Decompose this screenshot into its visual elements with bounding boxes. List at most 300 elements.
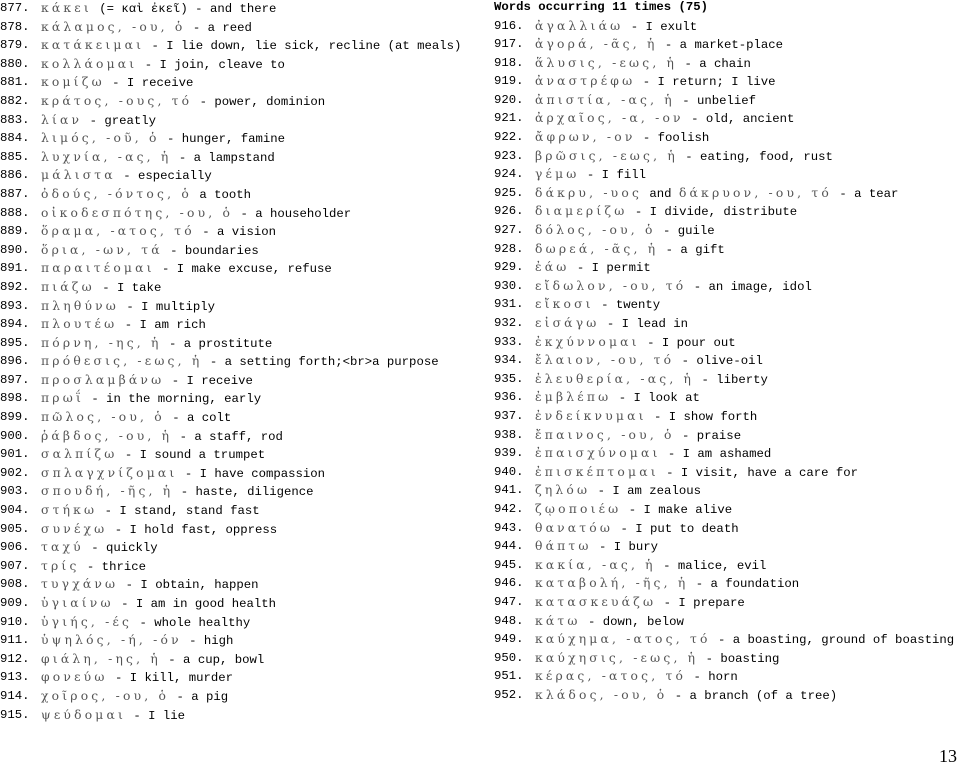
entry-number: 922. — [494, 130, 524, 145]
gloss: - I make excuse, refuse — [154, 262, 332, 277]
greek-word: θανατόω — [535, 520, 614, 535]
greek-word: κομίζω — [41, 75, 105, 90]
vocab-entry — [494, 520, 956, 539]
entry-text — [535, 389, 956, 408]
greek-word: ἀπιστία, -ας, ἡ — [535, 92, 675, 107]
entry-text — [41, 242, 472, 261]
entry-number: 908. — [0, 577, 30, 592]
entry-number: 951. — [494, 669, 524, 684]
greek-word: ἔλαιον, -ου, τό — [535, 353, 675, 368]
gloss: and — [642, 186, 679, 201]
entry-text — [535, 55, 956, 74]
gloss: - I multiply — [119, 299, 215, 314]
entry-text — [41, 539, 472, 558]
section-heading: Words occurring 11 times (75) — [494, 0, 709, 14]
entry-number: 933. — [494, 334, 524, 349]
gloss: - I lie — [126, 708, 186, 723]
vocab-entry — [0, 576, 472, 595]
greek-word: θάπτω — [535, 539, 592, 554]
greek-word: ἐμβλέπω — [535, 390, 612, 405]
entry-text — [535, 36, 956, 55]
vocab-entry — [494, 166, 956, 185]
vocab-entry — [494, 371, 956, 390]
gloss: - I join, cleave to — [137, 57, 285, 72]
entry-text — [535, 557, 956, 576]
entry-number: 914. — [0, 688, 30, 703]
greek-word: ψεύδομαι — [41, 707, 127, 722]
vocab-entry — [0, 372, 472, 391]
entry-number: 893. — [0, 298, 30, 313]
gloss: - a pig — [169, 689, 229, 704]
entry-number: 901. — [0, 447, 30, 462]
gloss: - a gift — [658, 242, 725, 257]
vocab-entry — [0, 0, 472, 19]
vocab-entry — [494, 334, 956, 353]
entry-text — [41, 446, 472, 465]
vocab-entry — [0, 595, 472, 614]
right-column — [494, 0, 956, 705]
entry-text — [41, 576, 472, 595]
vocab-entry — [0, 74, 472, 93]
vocab-entry — [0, 446, 472, 465]
gloss: - I sound a trumpet — [117, 448, 266, 463]
gloss: - horn — [686, 670, 738, 685]
entry-text — [535, 520, 956, 539]
gloss: - a prostitute — [161, 336, 273, 351]
entry-text — [535, 92, 956, 111]
vocab-entry — [0, 37, 472, 56]
vocab-entry — [0, 539, 472, 558]
entry-number: 921. — [494, 111, 524, 126]
entry-number: 945. — [494, 557, 524, 572]
entry-number: 946. — [494, 576, 524, 591]
gloss: - an image, idol — [686, 279, 812, 294]
greek-word: κατάκειμαι — [41, 38, 145, 53]
vocab-entry — [494, 222, 956, 241]
gloss: - quickly — [83, 541, 158, 556]
entry-text — [41, 669, 472, 688]
vocab-entry — [0, 483, 472, 502]
gloss: - I make alive — [621, 502, 733, 517]
entry-text — [535, 148, 956, 167]
entry-text — [41, 316, 472, 335]
greek-word: πόρνη, -ης, ἡ — [41, 335, 162, 350]
greek-word: ζηλόω — [535, 483, 591, 498]
entry-text — [41, 614, 472, 633]
entry-text — [41, 130, 472, 149]
entry-number: 926. — [494, 204, 524, 219]
entry-number: 918. — [494, 55, 524, 70]
vocab-entry — [494, 352, 956, 371]
gloss: - a reed — [185, 20, 252, 35]
entry-number: 929. — [494, 260, 524, 275]
entry-text — [41, 149, 472, 168]
vocab-entry — [0, 428, 472, 447]
greek-word: σπλαγχνίζομαι — [41, 465, 178, 480]
entry-text — [41, 298, 472, 317]
vocab-entry — [494, 185, 956, 204]
gloss: - I exult — [623, 19, 698, 34]
gloss: - eating, food, rust — [677, 149, 833, 164]
vocab-entry — [494, 241, 956, 260]
gloss: - I receive — [164, 373, 253, 388]
gloss: - I lie down, lie sick, recline (at meals) — [144, 39, 462, 54]
entry-number: 898. — [0, 391, 30, 406]
greek-word: δωρεά, -ᾶς, ἡ — [535, 241, 659, 256]
entry-number: 887. — [0, 186, 30, 201]
greek-word: ὀδούς, -όντος, ὁ — [41, 186, 192, 201]
greek-word: δάκρυον, -ου, τό — [678, 185, 833, 200]
gloss: - greatly — [82, 113, 156, 128]
vocab-entry — [0, 112, 472, 131]
greek-word: ταχύ — [41, 540, 84, 555]
gloss: - a householder — [233, 206, 352, 221]
entry-number: 931. — [494, 297, 524, 312]
gloss: - I receive — [104, 76, 194, 91]
entry-text — [535, 482, 956, 501]
entry-text — [41, 372, 472, 391]
entry-text — [41, 186, 472, 205]
entry-number: 904. — [0, 503, 30, 518]
entry-text — [41, 483, 472, 502]
gloss: - twenty — [593, 298, 661, 313]
entry-number: 916. — [494, 18, 524, 33]
entry-text — [535, 631, 956, 650]
greek-word: ἔπαινος, -ου, ὁ — [535, 427, 675, 442]
vocab-entry — [0, 390, 472, 409]
entry-text — [41, 390, 472, 409]
entry-number: 934. — [494, 353, 524, 368]
greek-word: κολλάομαι — [41, 56, 138, 71]
vocab-entry — [494, 296, 956, 315]
entry-text — [535, 687, 956, 706]
entry-text — [41, 223, 472, 242]
entry-number: 892. — [0, 279, 30, 294]
entry-text — [41, 74, 472, 93]
entry-number: 940. — [494, 464, 524, 479]
gloss: - power, dominion — [192, 94, 326, 109]
entry-number: 906. — [0, 540, 30, 555]
gloss: - a chain — [677, 56, 751, 71]
entry-number: 891. — [0, 261, 30, 276]
entry-text — [535, 464, 956, 483]
greek-word: παραιτέομαι — [41, 261, 155, 276]
vocab-entry — [0, 316, 472, 335]
entry-number: 949. — [494, 632, 524, 647]
entry-text — [41, 112, 472, 131]
vocab-entry — [494, 36, 956, 55]
vocab-entry — [494, 389, 956, 408]
entry-text — [535, 278, 956, 297]
entry-number: 882. — [0, 93, 30, 108]
greek-word: ὅρια, -ων, τά — [41, 242, 163, 257]
vocab-entry — [494, 73, 956, 92]
entry-number: 932. — [494, 316, 524, 330]
entry-text — [535, 73, 956, 92]
entry-number: 877. — [0, 1, 30, 15]
vocab-entry — [0, 651, 472, 670]
vocab-entry — [494, 538, 956, 557]
greek-word: ἀρχαῖος, -α, -ον — [535, 111, 684, 126]
entry-text — [535, 334, 956, 353]
entry-number: 939. — [494, 446, 524, 461]
gloss: - a branch (of a tree) — [667, 688, 838, 703]
gloss: - guile — [655, 224, 715, 239]
gloss: - a tear — [832, 186, 899, 201]
greek-word: ἐκχύννομαι — [535, 334, 640, 349]
greek-word: κάκει — [41, 1, 92, 15]
greek-word: ἐλευθερία, -ας, ἡ — [535, 371, 695, 386]
greek-word: ἐπισκέπτομαι — [535, 464, 659, 479]
gloss: - I return; I live — [635, 75, 776, 90]
greek-word: κακία, -ας, ἡ — [535, 557, 656, 572]
greek-word: τυγχάνω — [41, 577, 119, 592]
entry-number: 924. — [494, 167, 524, 182]
vocab-entry — [0, 521, 472, 540]
entry-text — [41, 167, 472, 186]
entry-number: 912. — [0, 651, 30, 666]
vocab-entry — [494, 315, 956, 334]
entry-text — [41, 0, 472, 19]
vocab-entry — [0, 223, 472, 242]
gloss: - I permit — [569, 261, 651, 276]
entry-number: 944. — [494, 539, 524, 554]
entry-text — [41, 595, 472, 614]
greek-word: ἐάω — [535, 260, 570, 275]
vocab-entry — [0, 409, 472, 428]
gloss: - especially — [115, 169, 212, 184]
vocab-entry — [494, 594, 956, 613]
entry-text — [41, 558, 472, 577]
greek-word: εἴκοσι — [535, 297, 594, 312]
greek-word: κατασκευάζω — [535, 594, 657, 609]
entry-number: 952. — [494, 687, 524, 702]
vocab-entry — [494, 148, 956, 167]
greek-word: λιμός, -οῦ, ὁ — [41, 131, 160, 146]
entry-text — [41, 502, 472, 521]
greek-word: ἐνδείκνυμαι — [535, 408, 647, 423]
greek-word: κέρας, -ατος, τό — [535, 669, 687, 684]
entry-text — [41, 707, 472, 726]
entry-text — [535, 538, 956, 557]
vocab-entry — [0, 260, 472, 279]
gloss: - a market-place — [657, 38, 783, 53]
vocab-entry — [0, 130, 472, 149]
greek-word: ῥάβδος, -ου, ἡ — [41, 428, 173, 443]
gloss: - I hold fast, oppress — [107, 522, 278, 537]
entry-text — [535, 129, 956, 148]
greek-word: πλουτέω — [41, 317, 118, 332]
vocab-entry — [0, 186, 472, 205]
gloss: - I look at — [611, 391, 700, 406]
entry-text — [535, 296, 956, 315]
entry-text — [535, 408, 956, 427]
gloss: - liberty — [694, 372, 768, 387]
greek-word: σπουδή, -ῆς, ἡ — [41, 484, 174, 499]
entry-text — [41, 279, 472, 298]
gloss: - I am in good health — [113, 597, 277, 611]
greek-word: καύχησις, -εως, ἡ — [535, 650, 699, 665]
vocab-entry — [494, 110, 956, 129]
greek-word: πρωΐ — [41, 391, 84, 406]
vocab-entry — [494, 668, 956, 687]
entry-number: 938. — [494, 427, 524, 442]
entry-text — [535, 166, 956, 185]
greek-word: μάλιστα — [41, 168, 116, 183]
gloss: - I take — [94, 280, 162, 295]
entry-number: 884. — [0, 131, 30, 146]
entry-text — [535, 110, 956, 129]
gloss: - a staff, rod — [172, 429, 283, 444]
greek-word: εἴδωλον, -ου, τό — [535, 278, 687, 293]
entry-text — [41, 521, 472, 540]
entry-number: 927. — [494, 223, 524, 238]
entry-text — [535, 445, 956, 464]
vocab-entry — [0, 19, 472, 38]
entry-text — [535, 575, 956, 594]
greek-word: καταβολή, -ῆς, ἡ — [535, 576, 689, 591]
greek-word: κλάδος, -ου, ὁ — [535, 687, 668, 702]
gloss: - I divide, distribute — [627, 205, 798, 220]
entry-number: 900. — [0, 428, 30, 443]
vocab-entry — [0, 707, 472, 726]
entry-text — [41, 56, 472, 75]
vocab-entry — [0, 149, 472, 168]
greek-word: βρῶσις, -εως, ἡ — [535, 148, 678, 163]
entry-number: 886. — [0, 168, 30, 183]
vocab-entry — [0, 614, 472, 633]
greek-word: ἐπαισχύνομαι — [535, 446, 661, 461]
entry-text — [535, 501, 956, 520]
vocab-entry — [0, 465, 472, 484]
entry-text — [41, 409, 472, 428]
entry-number: 915. — [0, 707, 30, 722]
gloss: - malice, evil — [655, 558, 767, 573]
vocab-entry — [0, 632, 472, 651]
greek-word: ὅραμα, -ατος, τό — [41, 224, 195, 239]
entry-number: 942. — [494, 501, 524, 516]
entry-text — [41, 688, 472, 707]
entry-number: 947. — [494, 594, 524, 609]
vocab-entry — [0, 242, 472, 261]
entry-text — [535, 259, 956, 278]
vocab-entry — [0, 298, 472, 317]
greek-word: στήκω — [41, 503, 98, 518]
greek-word: ὑψηλός, -ή, -όν — [41, 633, 182, 648]
entry-text — [535, 203, 956, 222]
entry-number: 895. — [0, 335, 30, 350]
vocab-entry — [0, 688, 472, 707]
entry-number: 919. — [494, 74, 524, 89]
entry-number: 937. — [494, 408, 524, 423]
greek-word: ἀγορά, -ᾶς, ἡ — [535, 37, 658, 52]
greek-word: ζῳοποιέω — [535, 501, 622, 516]
greek-word: ἄφρων, -ον — [535, 130, 636, 145]
greek-word: ὑγιαίνω — [41, 596, 114, 610]
entry-number: 911. — [0, 633, 30, 648]
greek-word: λυχνία, -ας, ἡ — [41, 149, 172, 164]
entry-number: 899. — [0, 410, 30, 425]
gloss: - a lampstand — [171, 150, 275, 165]
gloss: - high — [181, 634, 234, 649]
entry-number: 910. — [0, 614, 30, 629]
gloss: - a vision — [194, 225, 277, 240]
gloss: - I visit, have a care for — [658, 465, 859, 480]
page-number: 13 — [939, 746, 957, 766]
vocab-entry — [494, 55, 956, 74]
greek-word: διαμερίζω — [535, 204, 628, 219]
greek-word: λίαν — [41, 112, 83, 127]
entry-text — [535, 241, 956, 260]
gloss: a tooth — [191, 187, 251, 202]
greek-word: εἰσάγω — [535, 316, 600, 330]
entry-text — [41, 651, 472, 670]
gloss: - I stand, stand fast — [97, 504, 260, 519]
greek-word: φονεύω — [41, 670, 108, 685]
entry-number: 879. — [0, 38, 30, 53]
vocab-entry — [494, 464, 956, 483]
entry-text — [41, 335, 472, 354]
entry-text — [41, 428, 472, 447]
vocab-entry — [0, 558, 472, 577]
entry-number: 935. — [494, 371, 524, 386]
vocab-entry — [0, 335, 472, 354]
greek-word: γέμω — [535, 167, 580, 182]
gloss: - I bury — [591, 540, 659, 555]
gloss: - in the morning, early — [83, 392, 262, 407]
greek-word: ἅλυσις, -εως, ἡ — [535, 55, 678, 70]
vocab-entry — [494, 203, 956, 222]
entry-number: 948. — [494, 613, 524, 628]
entry-text — [41, 205, 472, 224]
greek-word: δόλος, -ου, ὁ — [535, 223, 656, 238]
entry-number: 909. — [0, 596, 30, 610]
entry-text — [41, 260, 472, 279]
greek-word: συνέχω — [41, 521, 108, 536]
vocab-entry — [494, 278, 956, 297]
greek-word: ἀγαλλιάω — [535, 18, 624, 33]
gloss: - I prepare — [656, 595, 745, 610]
entry-text — [535, 668, 956, 687]
vocab-entry — [0, 56, 472, 75]
vocab-entry — [494, 427, 956, 446]
entry-number: 885. — [0, 149, 30, 164]
greek-word: πρόθεσις, -εως, ἡ — [41, 354, 203, 369]
vocab-entry — [494, 92, 956, 111]
entry-number: 880. — [0, 56, 30, 71]
vocab-entry — [0, 669, 472, 688]
entry-text — [535, 594, 956, 613]
entry-number: 894. — [0, 317, 30, 332]
gloss: - I am rich — [117, 318, 206, 333]
greek-word: πληθύνω — [41, 298, 120, 313]
entry-number: 950. — [494, 650, 524, 665]
gloss: - I kill, murder — [107, 671, 234, 686]
vocab-entry — [494, 259, 956, 278]
vocab-entry — [0, 205, 472, 224]
entry-number: 913. — [0, 670, 30, 685]
greek-word: ἀναστρέφω — [535, 74, 636, 89]
gloss: - I am zealous — [590, 484, 701, 499]
vocab-entry — [494, 631, 956, 650]
vocab-entry — [494, 557, 956, 576]
entry-number: 907. — [0, 558, 30, 573]
gloss: - a setting forth;<br>a purpose — [202, 355, 439, 370]
greek-word: φιάλη, -ης, ἡ — [41, 651, 161, 666]
vocab-entry — [0, 167, 472, 186]
greek-word: σαλπίζω — [41, 447, 118, 462]
gloss: - I show forth — [646, 409, 758, 424]
